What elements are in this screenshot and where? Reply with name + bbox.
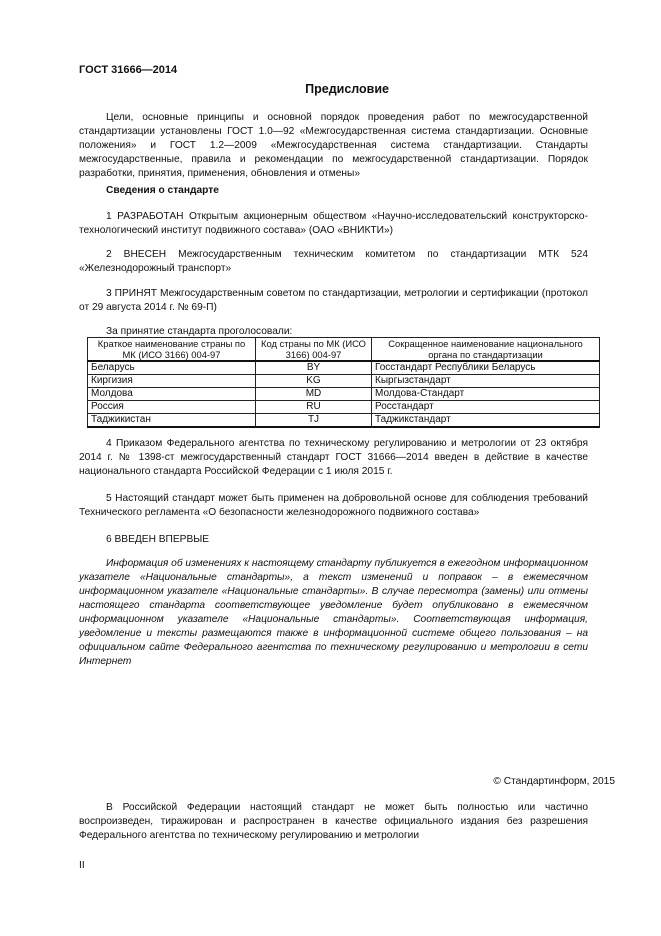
body-cell: Таджикстандарт <box>372 414 600 428</box>
country-cell: Киргизия <box>88 375 256 388</box>
column-header-code: Код страны по МК (ИСО 3166) 004-97 <box>256 338 372 362</box>
body-cell: Госстандарт Республики Беларусь <box>372 361 600 375</box>
table-row <box>88 401 600 414</box>
item-4-paragraph: 4 Приказом Федерального агентства по техническому регулированию и метрологии от 23 октября 2014 г. № 1398-ст межгосударственный стандарт ГОСТ 31666—2014 введен в действие в качестве национального стандарта Российской Федерации с 1 июля 2015 г. <box>79 438 588 477</box>
footer-paragraph: В Российской Федерации настоящий стандарт не может быть полностью или частично воспроизведен, тиражирован и распространен в качестве официального издания без разрешения Федерального агентства по техническому регулированию и метрологии <box>79 802 588 841</box>
body-cell: Росстандарт <box>372 401 600 414</box>
code-cell: BY <box>256 361 372 375</box>
notice-paragraph: Информация об изменениях к настоящему стандарту публикуется в ежегодном информационном указателе «Национальные стандарты», а текст изменений и поправок – в ежемесячном информационном указателе «Национальные стандарты». В случае пересмотра (замены) или отмены настоящего стандарта соответствующее уведомление будет опубликовано в ежемесячном информационном указателе «Национальные стандарты». Соответствующая информация, уведомление и тексты размещаются также в информационной системе общего пользования – на официальном сайте Федерального агентства по техническому регулированию и метрологии в сети Интернет <box>79 558 588 667</box>
item-3-paragraph: 3 ПРИНЯТ Межгосударственным советом по стандартизации, метрологии и сертификации (протокол от 29 августа 2014 г. № 69-П) <box>79 288 588 313</box>
section-heading: Сведения о стандарте <box>106 185 219 196</box>
code-cell: MD <box>256 388 372 401</box>
country-cell: Таджикистан <box>88 414 256 428</box>
intro-paragraph: Цели, основные принципы и основной порядок проведения работ по межгосударственной стандартизации установлены ГОСТ 1.0—92 «Межгосударственная система стандартизации. Основные положения» и ГОСТ 1.2—2009 «Межгосударственная система стандартизации. Стандарты межгосударственные, правила и рекомендации по межгосударственной стандартизации. Порядок разработки, принятия, применения, обновления и отмены» <box>79 112 588 179</box>
column-header-country: Краткое наименование страны по МК (ИСО 3166) 004-97 <box>88 338 256 362</box>
table-row <box>88 375 600 388</box>
voting-table <box>87 337 600 428</box>
vote-caption: За принятие стандарта проголосовали: <box>106 326 293 337</box>
code-cell: TJ <box>256 414 372 428</box>
code-cell: RU <box>256 401 372 414</box>
column-header-body: Сокращенное наименование национального органа по стандартизации <box>372 338 600 362</box>
page-number: II <box>79 860 85 871</box>
table-row <box>88 414 600 428</box>
document-code: ГОСТ 31666—2014 <box>79 64 178 76</box>
country-cell: Россия <box>88 401 256 414</box>
table-row <box>88 361 600 375</box>
item-2-paragraph: 2 ВНЕСЕН Межгосударственным техническим комитетом по стандартизации МТК 524 «Железнодорожный транспорт» <box>79 249 588 274</box>
item-5-paragraph: 5 Настоящий стандарт может быть применен на добровольной основе для соблюдения требований Технического регламента «О безопасности железнодорожного подвижного состава» <box>79 493 588 518</box>
body-cell: Молдова-Стандарт <box>372 388 600 401</box>
table-header-row <box>88 338 600 362</box>
copyright-note: © Стандартинформ, 2015 <box>493 776 615 787</box>
table-row <box>88 388 600 401</box>
body-cell: Кыргызстандарт <box>372 375 600 388</box>
country-cell: Беларусь <box>88 361 256 375</box>
item-1-paragraph: 1 РАЗРАБОТАН Открытым акционерным обществом «Научно-исследовательский конструкторско-технологический институт подвижного состава» (ОАО «ВНИКТИ») <box>79 211 588 236</box>
item-6-paragraph: 6 ВВЕДЕН ВПЕРВЫЕ <box>106 534 210 545</box>
page-title-text: Предисловие <box>305 82 389 96</box>
code-cell: KG <box>256 375 372 388</box>
country-cell: Молдова <box>88 388 256 401</box>
page-title <box>0 82 661 96</box>
